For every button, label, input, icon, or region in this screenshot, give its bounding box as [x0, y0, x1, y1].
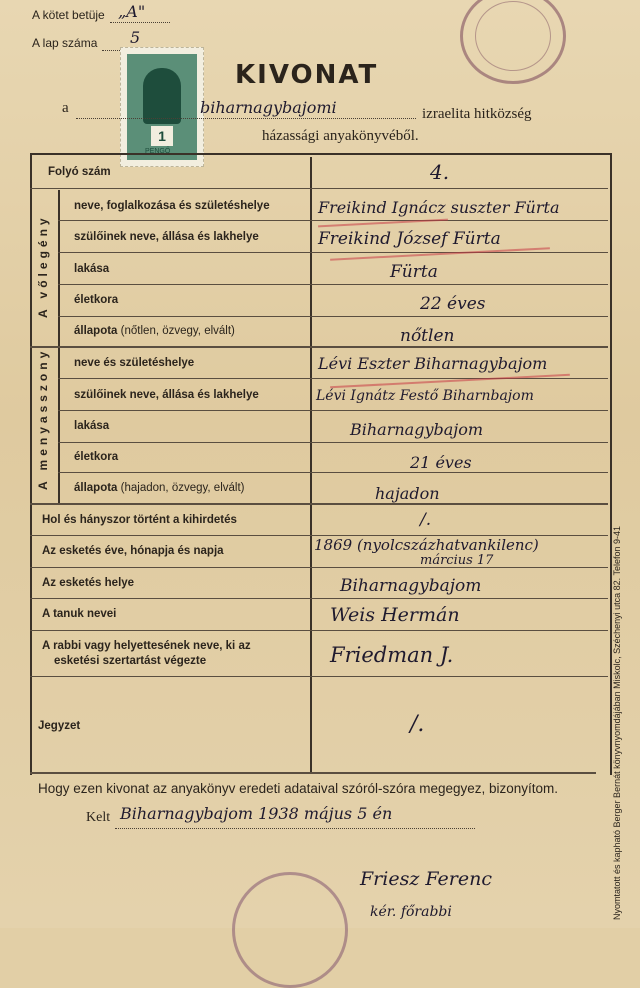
revenue-stamp: [120, 47, 204, 167]
folyo-szam-value: 4.: [430, 160, 450, 184]
row-line: [58, 284, 608, 285]
lap-value: 5: [130, 28, 141, 47]
bride-status-label: állapota (hajadon, özvegy, elvált): [74, 482, 245, 494]
row-line: [58, 252, 608, 253]
groom-parents-label: szülőinek neve, állása és lakhelye: [74, 231, 259, 243]
row-line: [58, 410, 608, 411]
tanuk-value: Weis Hermán: [330, 604, 460, 626]
bride-parents-label: szülőinek neve, állása és lakhelye: [74, 389, 259, 401]
groom-parents-value: Freikind József Fürta: [318, 229, 501, 249]
groom-name-value: Freikind Ignácz suszter Fürta: [318, 198, 560, 217]
community-name: biharnagybajomi: [200, 98, 337, 117]
row-line: [58, 220, 608, 221]
esketes-datum-value2: március 17: [420, 553, 494, 568]
row-line: [58, 472, 608, 473]
column-divider: [310, 157, 312, 773]
prefix-a: a: [62, 100, 69, 116]
signature: Friesz Ferenc: [360, 868, 492, 890]
bride-group-label: A menyasszony: [36, 347, 50, 490]
bride-age-value: 21 éves: [410, 453, 472, 472]
row-line: [30, 772, 596, 774]
bride-name-label: neve és születéshelye: [74, 357, 195, 369]
document-title: KIVONAT: [235, 60, 379, 90]
row-line: [30, 346, 608, 348]
kihirdetes-label: Hol és hányszor történt a kihirdetés: [42, 514, 237, 526]
groom-status-value: nőtlen: [400, 326, 455, 346]
jegyzet-label: Jegyzet: [38, 720, 81, 732]
groom-name-label: neve, foglalkozása és születéshelye: [74, 200, 270, 212]
kelt-label: Kelt: [86, 810, 111, 825]
lap-label: A lap száma: [32, 36, 98, 50]
bride-status-value: hajadon: [375, 484, 440, 503]
kotet-underline: [110, 22, 170, 23]
rabbi-label: A rabbi vagy helyettesének neve, ki az: [42, 640, 251, 652]
printer-imprint: Nyomtatott és kapható Berger Bernát könyvnyomdájában Miskolc, Széchenyi utca 82. Telefon 9-41: [612, 525, 622, 920]
groom-residence-value: Fürta: [390, 262, 438, 282]
groom-group-label: A vőlegény: [36, 214, 50, 318]
row-line: [30, 567, 608, 568]
official-stamp-bottom: [232, 872, 348, 988]
rabbi-label-2: esketési szertartást végezte: [54, 655, 207, 667]
kotet-value: „A": [118, 2, 146, 21]
esketes-hely-value: Biharnagybajom: [340, 576, 482, 596]
certification-statement: Hogy ezen kivonat az anyakönyv eredeti adataival szóról-szóra megegyez, bizonyítom.: [38, 781, 559, 796]
community-suffix: izraelita hitközség: [422, 106, 532, 122]
row-line: [30, 630, 608, 631]
bride-residence-label: lakása: [74, 420, 110, 432]
signature-title: kér. főrabbi: [370, 904, 452, 920]
row-line: [30, 676, 608, 677]
folyo-szam-label: Folyó szám: [48, 166, 111, 178]
groom-status-label: állapota (nőtlen, özvegy, elvált): [74, 325, 235, 337]
kihirdetes-value: /.: [420, 510, 432, 530]
row-line: [58, 442, 608, 443]
row-line: [30, 503, 608, 505]
bride-residence-value: Biharnagybajom: [350, 420, 484, 439]
document-subtitle: házassági anyakönyvéből.: [262, 128, 419, 144]
kelt-underline: [115, 828, 475, 829]
kelt-value: Biharnagybajom 1938 május 5 én: [120, 804, 393, 823]
revenue-stamp-currency: PENGŐ: [145, 148, 171, 155]
row-line: [30, 188, 608, 189]
row-line: [58, 316, 608, 317]
groom-age-value: 22 éves: [420, 294, 486, 314]
kotet-label: A kötet betüje: [32, 8, 105, 22]
esketes-datum-value: 1869 (nyolcszázhatvankilenc): [314, 536, 539, 554]
esketes-datum-label: Az esketés éve, hónapja és napja: [42, 545, 224, 557]
groom-age-label: életkora: [74, 294, 119, 306]
groom-residence-label: lakása: [74, 263, 110, 275]
row-line: [30, 598, 608, 599]
rabbi-value: Friedman J.: [330, 643, 454, 667]
tanuk-label: A tanuk nevei: [42, 608, 117, 620]
revenue-stamp-value: 1: [151, 126, 173, 146]
bride-age-label: életkora: [74, 451, 119, 463]
row-line: [58, 378, 608, 379]
community-underline: [76, 118, 416, 119]
esketes-hely-label: Az esketés helye: [42, 577, 135, 589]
bride-parents-value: Lévi Ignátz Festő Biharnbajom: [316, 388, 534, 404]
bride-name-value: Lévi Eszter Biharnagybajom: [318, 354, 548, 373]
jegyzet-value: /.: [410, 712, 425, 737]
